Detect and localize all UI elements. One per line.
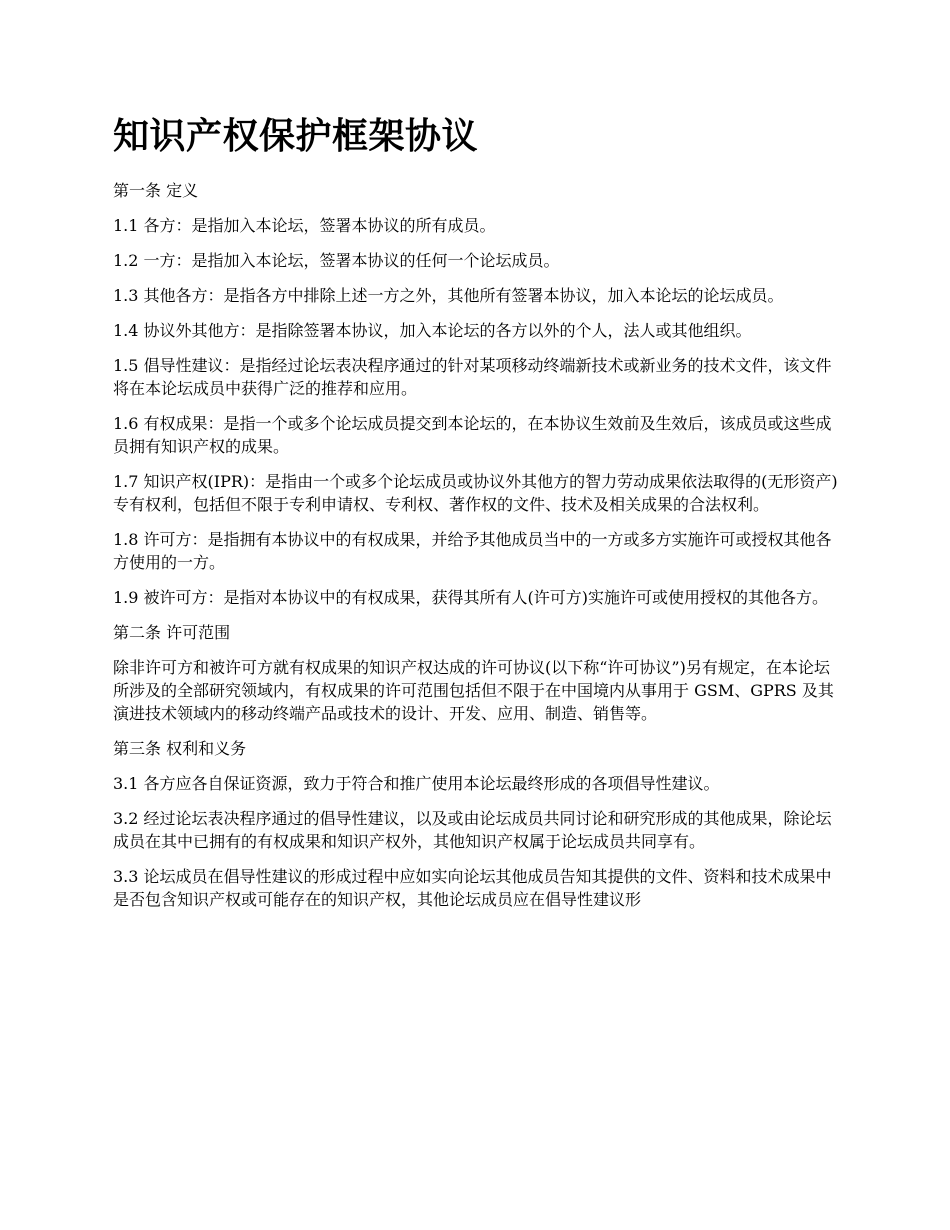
clause-3-1: 3.1 各方应各自保证资源，致力于符合和推广使用本论坛最终形成的各项倡导性建议。 [113, 774, 720, 793]
clause-1-2: 1.2 一方：是指加入本论坛，签署本协议的任何一个论坛成员。 [113, 251, 560, 270]
section-heading-2: 第二条 许可范围 [113, 623, 231, 642]
clause-1-5: 1.5 倡导性建议：是指经过论坛表决程序通过的针对某项移动终端新技术或新业务的技术文件，该文件将在本论坛成员中获得广泛的推荐和应用。 [113, 356, 832, 398]
clause-1-3: 1.3 其他各方：是指各方中排除上述一方之外，其他所有签署本协议，加入本论坛的论坛成员。 [113, 286, 784, 305]
document-page [113, 112, 843, 923]
clause-3-2: 3.2 经过论坛表决程序通过的倡导性建议，以及或由论坛成员共同讨论和研究形成的其他成果，除论坛成员在其中已拥有的有权成果和知识产权外，其他知识产权属于论坛成员共同享有。 [113, 809, 832, 851]
clause-1-6: 1.6 有权成果：是指一个或多个论坛成员提交到本论坛的，在本协议生效前及生效后，该成员或这些成员拥有知识产权的成果。 [113, 414, 832, 456]
document-title: 知识产权保护框架协议 [113, 115, 479, 157]
section-heading-3: 第三条 权利和义务 [113, 739, 247, 758]
clause-1-1: 1.1 各方：是指加入本论坛，签署本协议的所有成员。 [113, 216, 496, 235]
clause-3-3: 3.3 论坛成员在倡导性建议的形成过程中应如实向论坛其他成员告知其提供的文件、资料和技术成果中是否包含知识产权或可能存在的知识产权，其他论坛成员应在倡导性建议形 [113, 867, 832, 909]
section-2-body: 除非许可方和被许可方就有权成果的知识产权达成的许可协议(以下称“许可协议”)另有规定，在本论坛所涉及的全部研究领域内，有权成果的许可范围包括但不限于在中国境内从事用于 GSM、GPRS 及其演进技术领域内的移动终端产品或技术的设计、开发、应用、制造、销售等。 [113, 658, 834, 723]
clause-1-8: 1.8 许可方：是指拥有本协议中的有权成果，并给予其他成员当中的一方或多方实施许可或授权其他各方使用的一方。 [113, 530, 832, 572]
clause-1-7: 1.7 知识产权(IPR)：是指由一个或多个论坛成员或协议外其他方的智力劳动成果依法取得的(无形资产)专有权利，包括但不限于专利申请权、专利权、著作权的文件、技术及相关成果的合法权利。 [113, 472, 838, 514]
clause-1-4: 1.4 协议外其他方：是指除签署本协议，加入本论坛的各方以外的个人，法人或其他组织。 [113, 321, 752, 340]
section-heading-1: 第一条 定义 [113, 181, 199, 200]
clause-1-9: 1.9 被许可方：是指对本协议中的有权成果，获得其所有人(许可方)实施许可或使用授权的其他各方。 [113, 588, 829, 607]
